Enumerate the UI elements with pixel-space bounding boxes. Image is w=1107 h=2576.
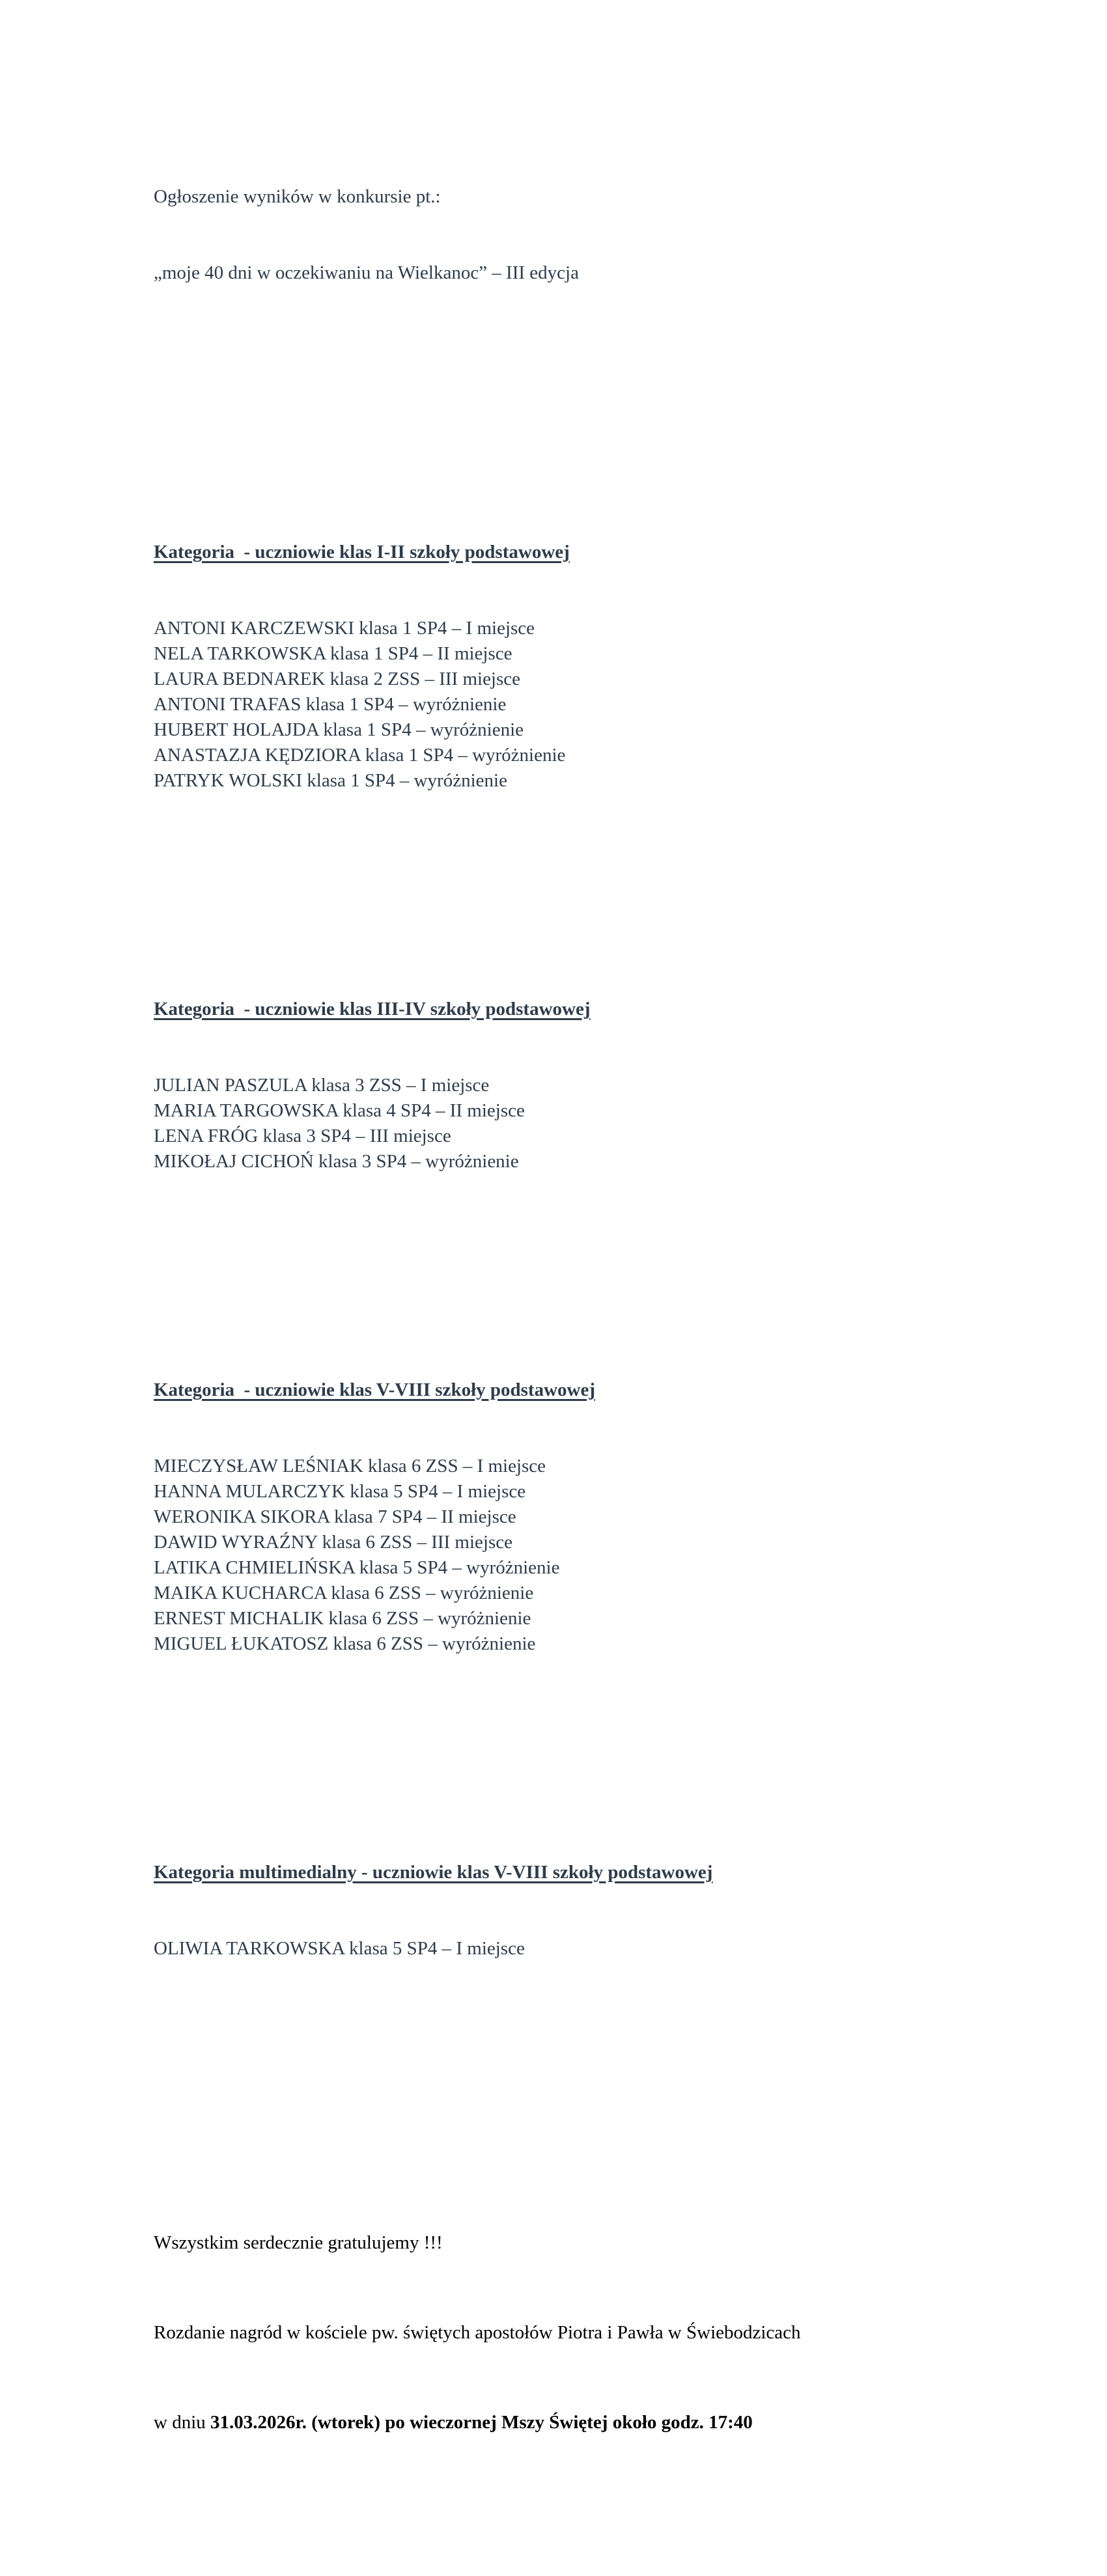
date-prefix: w dniu xyxy=(154,2412,210,2433)
category-entries xyxy=(154,1454,1052,1657)
category-section xyxy=(154,1809,1052,2012)
intro-line-1: Ogłoszenie wyników w konkursie pt.: xyxy=(154,186,441,207)
result-line: LENA FRÓG klasa 3 SP4 – III miejsce xyxy=(154,1126,451,1146)
result-line: ANTONI KARCZEWSKI klasa 1 SP4 – I miejsce xyxy=(154,618,535,639)
result-line: PATRYK WOLSKI klasa 1 SP4 – wyróżnienie xyxy=(154,770,507,791)
result-line: ANTONI TRAFAS klasa 1 SP4 – wyróżnienie xyxy=(154,694,507,715)
result-line: NELA TARKOWSKA klasa 1 SP4 – II miejsce xyxy=(154,643,512,664)
date-details: 31.03.2026r. (wtorek) po wieczornej Mszy Świętej około godz. 17:40 xyxy=(210,2412,753,2433)
category-sections xyxy=(154,413,1052,2038)
result-line: JULIAN PASZULA klasa 3 ZSS – I miejsce xyxy=(154,1075,490,1096)
result-line: OLIWIA TARKOWSKA klasa 5 SP4 – I miejsce xyxy=(154,1938,525,1959)
category-heading: Kategoria - uczniowie klas III-IV szkoły podstawowej xyxy=(154,999,591,1019)
date-line xyxy=(154,2410,1052,2435)
result-line: DAWID WYRAŹNY klasa 6 ZSS – III miejsce xyxy=(154,1532,512,1553)
category-heading: Kategoria - uczniowie klas I-II szkoły podstawowej xyxy=(154,542,570,562)
category-heading: Kategoria multimedialny - uczniowie klas V-VIII szkoły podstawowej xyxy=(154,1862,713,1883)
category-heading: Kategoria - uczniowie klas V-VIII szkoły podstawowej xyxy=(154,1379,596,1400)
result-line: WERONIKA SIKORA klasa 7 SP4 – II miejsce xyxy=(154,1506,516,1527)
category-entries xyxy=(154,1936,1052,1961)
result-line: MARIA TARGOWSKA klasa 4 SP4 – II miejsce xyxy=(154,1100,525,1121)
result-line: HUBERT HOLAJDA klasa 1 SP4 – wyróżnienie xyxy=(154,719,524,740)
category-entries xyxy=(154,1073,1052,1174)
result-line: MAIKA KUCHARCA klasa 6 ZSS – wyróżnienie xyxy=(154,1583,534,1603)
category-section xyxy=(154,946,1052,1225)
category-section xyxy=(154,1327,1052,1708)
congrats-line: Wszystkim serdecznie gratulujemy !!! xyxy=(154,2232,443,2253)
result-line: MIECZYSŁAW LEŚNIAK klasa 6 ZSS – I miejsce xyxy=(154,1456,546,1476)
intro-paragraph xyxy=(154,133,1052,337)
result-line: ERNEST MICHALIK klasa 6 ZSS – wyróżnienie xyxy=(154,1608,531,1629)
category-entries xyxy=(154,616,1052,794)
result-line: MIKOŁAJ CICHOŃ klasa 3 SP4 – wyróżnienie xyxy=(154,1151,519,1172)
intro-line-2: „moje 40 dni w oczekiwaniu na Wielkanoc” – III edycja xyxy=(154,262,579,283)
result-line: LATIKA CHMIELIŃSKA klasa 5 SP4 – wyróżnienie xyxy=(154,1557,560,1578)
result-line: HANNA MULARCZYK klasa 5 SP4 – I miejsce xyxy=(154,1481,526,1502)
closing-block xyxy=(154,2180,1052,2500)
result-line: ANASTAZJA KĘDZIORA klasa 1 SP4 – wyróżnienie xyxy=(154,745,566,766)
ceremony-line: Rozdanie nagród w kościele pw. świętych apostołów Piotra i Pawła w Świebodzicach xyxy=(154,2322,801,2343)
result-line: LAURA BEDNAREK klasa 2 ZSS – III miejsce xyxy=(154,669,521,689)
result-line: MIGUEL ŁUKATOSZ klasa 6 ZSS – wyróżnienie xyxy=(154,1633,536,1654)
document-content xyxy=(154,57,1052,2576)
category-section xyxy=(154,489,1052,844)
